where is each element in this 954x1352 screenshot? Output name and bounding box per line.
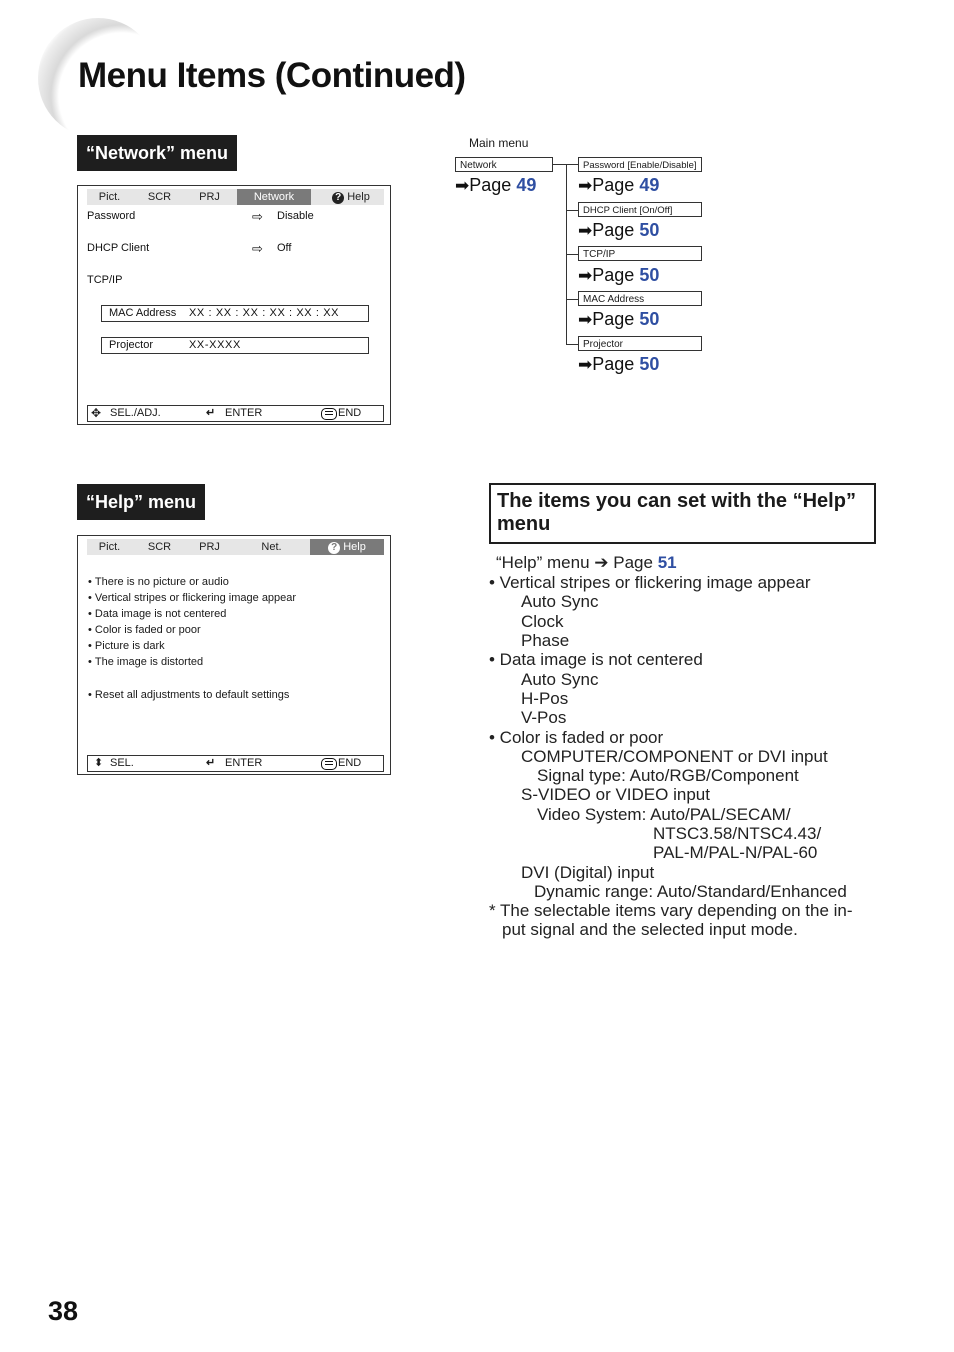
help-list-item[interactable]: • Picture is dark	[88, 640, 165, 652]
help-item-line: Dynamic range: Auto/Standard/Enhanced	[534, 882, 847, 901]
right-arrow-icon: ➡	[578, 355, 593, 374]
right-arrow-icon: ➡	[578, 310, 593, 329]
dhcp-value[interactable]: Off	[277, 242, 292, 254]
tree-connector	[553, 164, 566, 165]
help-item-note: put signal and the selected input mode.	[502, 920, 798, 939]
right-arrow-icon: ➔	[594, 553, 609, 572]
help-items-heading: The items you can set with the “Help” menu	[489, 483, 876, 544]
right-arrow-icon: ➡	[578, 266, 593, 285]
help-menu-reference: “Help” menu ➔ Page 51	[496, 553, 677, 572]
dhcp-label: DHCP Client	[87, 242, 150, 254]
help-item-line: H-Pos	[521, 689, 569, 708]
help-item-line: Signal type: Auto/RGB/Component	[537, 766, 799, 785]
tree-item-projector-page: ➡Page 50	[578, 354, 660, 374]
help-reset-item[interactable]: • Reset all adjustments to default settings	[88, 689, 290, 701]
footer-enter: ENTER	[225, 757, 263, 769]
osd-tab-bar	[87, 189, 384, 205]
help-icon: ?	[328, 542, 340, 554]
tab-network[interactable]: Network	[237, 189, 311, 205]
tab-scr[interactable]: SCR	[147, 541, 172, 553]
help-menu-heading: “Help” menu	[77, 484, 205, 520]
enter-icon: ↵	[206, 757, 216, 769]
tree-item-tcpip: TCP/IP	[578, 246, 702, 261]
help-item-line: V-Pos	[521, 708, 567, 727]
help-item-line: NTSC3.58/NTSC4.43/	[653, 824, 822, 843]
footer-end: END	[338, 407, 362, 419]
password-value[interactable]: Disable	[277, 210, 314, 222]
tab-net[interactable]: Net.	[261, 541, 282, 553]
help-item-line: PAL-M/PAL-N/PAL-60	[653, 843, 818, 862]
tab-help[interactable]: ? Help	[321, 189, 381, 205]
main-menu-label: Main menu	[469, 136, 529, 150]
tree-connector	[566, 344, 578, 345]
footer-sel: SEL.	[110, 757, 134, 769]
tab-help[interactable]: ? Help	[310, 539, 384, 555]
tree-item-tcpip-page: ➡Page 50	[578, 265, 660, 285]
footer-enter: ENTER	[225, 407, 263, 419]
footer-sel: SEL./ADJ.	[110, 407, 161, 419]
tree-connector	[566, 210, 578, 211]
osd-footer-bar	[87, 755, 384, 772]
help-item-line: • Color is faded or poor	[489, 728, 664, 747]
tree-item-dhcp: DHCP Client [On/Off]	[578, 202, 702, 217]
tree-connector	[566, 299, 578, 300]
tree-item-dhcp-page: ➡Page 50	[578, 220, 660, 240]
projector-label: Projector	[109, 339, 154, 351]
tree-item-mac-page: ➡Page 50	[578, 309, 660, 329]
tree-root-network: Network	[455, 157, 553, 172]
page-number: 38	[48, 1296, 79, 1326]
help-list-item[interactable]: • Data image is not centered	[88, 608, 227, 620]
pointer-icon: ⇨	[252, 209, 263, 224]
help-item-note: * The selectable items vary depending on the in-	[489, 901, 853, 920]
right-arrow-icon: ➡	[578, 221, 593, 240]
mac-label: MAC Address	[109, 307, 177, 319]
up-down-arrows-icon: ⬍	[94, 757, 104, 769]
right-arrow-icon: ➡	[455, 176, 470, 195]
network-osd-screen	[77, 185, 391, 425]
help-item-line: Video System: Auto/PAL/SECAM/	[537, 805, 791, 824]
tree-item-password: Password [Enable/Disable]	[578, 157, 702, 172]
help-item-line: • Vertical stripes or flickering image appear	[489, 573, 811, 592]
footer-end: END	[338, 757, 362, 769]
osd-tab-bar	[87, 539, 384, 555]
help-list-item[interactable]: • There is no picture or audio	[88, 576, 229, 588]
help-osd-screen	[77, 535, 391, 775]
help-item-line: Clock	[521, 612, 564, 631]
tab-pict[interactable]: Pict.	[98, 541, 121, 553]
help-icon: ?	[332, 192, 344, 204]
help-item-line: COMPUTER/COMPONENT or DVI input	[521, 747, 828, 766]
help-list-item[interactable]: • Color is faded or poor	[88, 624, 201, 636]
help-item-line: • Data image is not centered	[489, 650, 703, 669]
help-list-item[interactable]: • Vertical stripes or flickering image appear	[88, 592, 297, 604]
osd-footer-bar	[87, 405, 384, 422]
tab-pict[interactable]: Pict.	[98, 191, 121, 203]
help-item-line: S-VIDEO or VIDEO input	[521, 785, 710, 804]
tcpip-label: TCP/IP	[87, 274, 123, 286]
pointer-icon: ⇨	[252, 241, 263, 256]
tree-item-projector: Projector	[578, 336, 702, 351]
help-item-line: Auto Sync	[521, 592, 599, 611]
cross-arrows-icon: ✥	[91, 406, 102, 420]
tab-scr[interactable]: SCR	[147, 191, 172, 203]
tree-item-mac: MAC Address	[578, 291, 702, 306]
help-item-line: Phase	[521, 631, 570, 650]
projector-box	[101, 337, 369, 354]
tree-connector	[566, 164, 578, 165]
tab-prj[interactable]: PRJ	[199, 191, 220, 203]
mac-address-box	[101, 305, 369, 322]
help-item-line: Auto Sync	[521, 670, 599, 689]
page-title: Menu Items (Continued)	[78, 56, 466, 95]
tree-root-page: ➡Page 49	[455, 175, 537, 195]
projector-value: XX-XXXX	[189, 339, 241, 351]
help-list-item[interactable]: • The image is distorted	[88, 656, 204, 668]
tab-prj[interactable]: PRJ	[199, 541, 220, 553]
tree-connector	[566, 254, 578, 255]
password-label: Password	[87, 210, 136, 222]
network-menu-heading: “Network” menu	[77, 135, 237, 171]
help-item-line: DVI (Digital) input	[521, 863, 655, 882]
right-arrow-icon: ➡	[578, 176, 593, 195]
enter-icon: ↵	[206, 407, 216, 419]
mac-value: XX : XX : XX : XX : XX : XX	[189, 307, 340, 319]
tree-item-password-page: ➡Page 49	[578, 175, 660, 195]
